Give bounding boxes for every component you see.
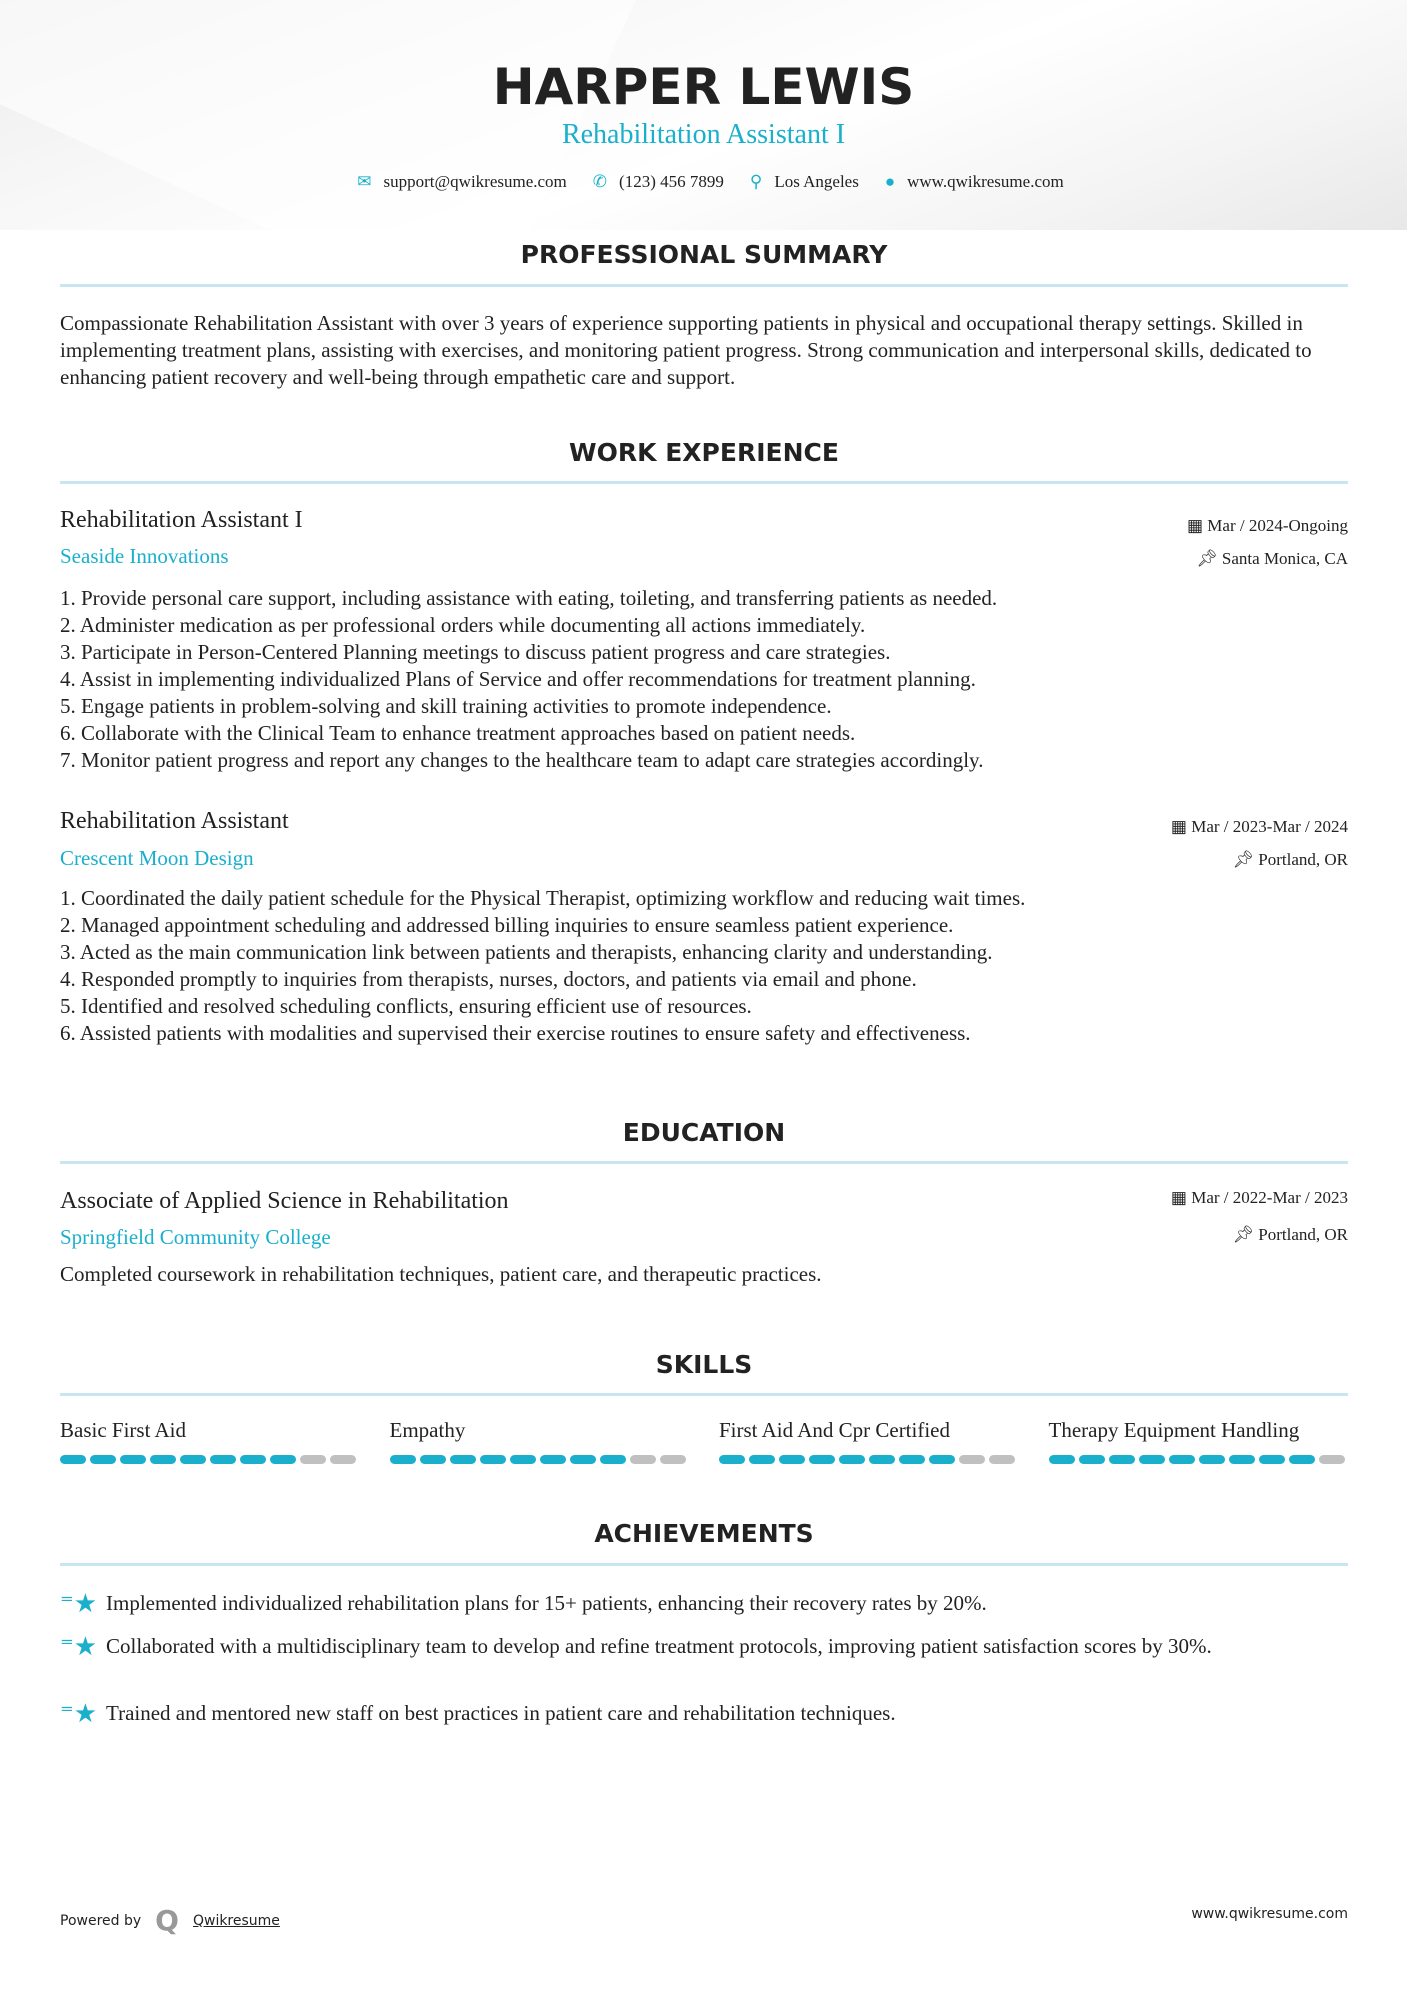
skill-segment (1259, 1455, 1285, 1464)
skill-level-bar (60, 1455, 360, 1464)
education-dates: ▦ Mar / 2022-Mar / 2023 (1170, 1188, 1348, 1207)
pin-icon: 📌︎ (1232, 850, 1259, 869)
divider (60, 1161, 1348, 1164)
email-icon: ✉ (357, 172, 372, 191)
skill-segment (899, 1455, 925, 1464)
skill-segment (1289, 1455, 1315, 1464)
skill-segment (749, 1455, 775, 1464)
list-item: 3. Acted as the main communication link between patients and therapists, enhancing clarity and understanding. (60, 940, 993, 964)
company: Seaside Innovations (60, 544, 229, 568)
skill-segment (300, 1455, 326, 1464)
skill-segment (630, 1455, 656, 1464)
pin-icon: 📌︎ (1232, 1225, 1259, 1244)
skill-segment (540, 1455, 566, 1464)
list-item: 4. Responded promptly to inquiries from therapists, nurses, doctors, and patients via email and phone. (60, 967, 917, 991)
job-dates: ▦ Mar / 2023-Mar / 2024 (1170, 817, 1348, 836)
list-item: 4. Assist in implementing individualized Plans of Service and offer recommendations for treatment planning. (60, 667, 976, 691)
list-item: 6. Collaborate with the Clinical Team to enhance treatment approaches based on patient needs. (60, 721, 856, 745)
divider (60, 284, 1348, 287)
skill-segment (1319, 1455, 1345, 1464)
skill-name: First Aid And Cpr Certified (719, 1418, 950, 1442)
skill-level-bar (719, 1455, 1019, 1464)
skill-segment (90, 1455, 116, 1464)
email[interactable]: support@qwikresume.com (383, 172, 567, 191)
skill-level-bar (1049, 1455, 1349, 1464)
list-item: 6. Assisted patients with modalities and supervised their exercise routines to ensure safety and effectiveness. (60, 1021, 971, 1045)
skill-segment (1229, 1455, 1255, 1464)
skill-name: Basic First Aid (60, 1418, 187, 1442)
skill-segment (1199, 1455, 1225, 1464)
achievement-item: ⁼★ Implemented individualized rehabilitation plans for 15+ patients, enhancing their recovery rates by 20%. (60, 1589, 987, 1618)
list-item: 2. Managed appointment scheduling and addressed billing inquiries to ensure seamless patient experience. (60, 913, 954, 937)
skill-item (1049, 1418, 1349, 1464)
globe-icon: ● (884, 172, 896, 191)
phone-icon: ✆ (592, 172, 608, 191)
job-location: 📌︎ Santa Monica, CA (1196, 549, 1348, 568)
achievements-heading: ACHIEVEMENTS (594, 1519, 814, 1548)
job-title: Rehabilitation Assistant I (60, 507, 303, 533)
footer-website[interactable]: www.qwikresume.com (1191, 1906, 1348, 1922)
website[interactable]: www.qwikresume.com (907, 172, 1064, 191)
achievement-item: ⁼★ Trained and mentored new staff on best practices in patient care and rehabilitation techniques. (60, 1699, 896, 1728)
skill-segment (719, 1455, 745, 1464)
work-heading: WORK EXPERIENCE (569, 438, 839, 467)
school: Springfield Community College (60, 1225, 331, 1249)
skill-name: Empathy (389, 1418, 466, 1442)
skills-heading: SKILLS (655, 1350, 753, 1379)
skill-segment (270, 1455, 296, 1464)
location-pin-icon: ⚲ (749, 172, 763, 191)
skill-segment (60, 1455, 86, 1464)
list-item: 1. Coordinated the daily patient schedule for the Physical Therapist, optimizing workflow and reducing wait times. (60, 886, 1026, 910)
skill-segment (929, 1455, 955, 1464)
list-item: 2. Administer medication as per professional orders while documenting all actions immediately. (60, 613, 866, 637)
achievement-item: ⁼★ Collaborated with a multidisciplinary team to develop and refine treatment protocols, improving patient satisfaction scores by 30%. (60, 1632, 1212, 1661)
job-title: Rehabilitation Assistant (60, 808, 289, 834)
skill-segment (989, 1455, 1015, 1464)
contact-bar (0, 172, 1407, 192)
candidate-name: HARPER LEWIS (492, 58, 915, 116)
skills-list (60, 1418, 1348, 1464)
location: Los Angeles (774, 172, 859, 191)
job-bullets (60, 585, 1348, 774)
calendar-icon: ▦ (1170, 817, 1192, 836)
skill-segment (420, 1455, 446, 1464)
list-item: 1. Provide personal care support, including assistance with eating, toileting, and transferring patients as needed. (60, 586, 998, 610)
skill-segment (510, 1455, 536, 1464)
education-location: 📌︎ Portland, OR (1232, 1225, 1348, 1244)
brand-link[interactable]: Qwikresume (192, 1912, 280, 1929)
skill-segment (1049, 1455, 1075, 1464)
star-icon: ⁼★ (60, 1589, 98, 1618)
phone: (123) 456 7899 (619, 172, 724, 191)
skill-item (60, 1418, 360, 1464)
skill-segment (150, 1455, 176, 1464)
pin-icon: 📌︎ (1196, 549, 1222, 568)
list-item: 5. Engage patients in problem-solving and skill training activities to promote independence. (60, 694, 832, 718)
skill-segment (1079, 1455, 1105, 1464)
skill-segment (1109, 1455, 1135, 1464)
company: Crescent Moon Design (60, 846, 254, 870)
skill-segment (660, 1455, 686, 1464)
skill-segment (869, 1455, 895, 1464)
skill-segment (450, 1455, 476, 1464)
skill-name: Therapy Equipment Handling (1048, 1418, 1300, 1442)
skill-segment (180, 1455, 206, 1464)
skill-segment (809, 1455, 835, 1464)
qwikresume-logo-icon: Q (155, 1904, 179, 1937)
skill-segment (1139, 1455, 1165, 1464)
divider (60, 1393, 1348, 1396)
skill-segment (240, 1455, 266, 1464)
skill-segment (390, 1455, 416, 1464)
star-icon: ⁼★ (60, 1632, 98, 1661)
job-dates: ▦ Mar / 2024-Ongoing (1186, 516, 1348, 535)
job-bullets (60, 885, 1348, 1047)
education-heading: EDUCATION (622, 1118, 786, 1147)
calendar-icon: ▦ (1170, 1188, 1192, 1207)
powered-by-label: Powered by (60, 1912, 142, 1929)
candidate-title: Rehabilitation Assistant I (561, 119, 846, 150)
degree: Associate of Applied Science in Rehabilitation (60, 1188, 509, 1214)
skill-segment (210, 1455, 236, 1464)
skill-segment (120, 1455, 146, 1464)
list-item: 7. Monitor patient progress and report any changes to the healthcare team to adapt care strategies accordingly. (60, 748, 984, 772)
list-item: 5. Identified and resolved scheduling conflicts, ensuring efficient use of resources. (60, 994, 752, 1018)
skill-segment (1169, 1455, 1195, 1464)
divider (60, 481, 1348, 484)
skill-segment (600, 1455, 626, 1464)
skill-segment (839, 1455, 865, 1464)
skill-item (390, 1418, 690, 1464)
skill-segment (959, 1455, 985, 1464)
skill-level-bar (390, 1455, 690, 1464)
skill-item (719, 1418, 1019, 1464)
skill-segment (570, 1455, 596, 1464)
job-location: 📌︎ Portland, OR (1232, 850, 1348, 869)
skill-segment (480, 1455, 506, 1464)
summary-heading: PROFESSIONAL SUMMARY (520, 240, 888, 269)
skill-segment (779, 1455, 805, 1464)
list-item: 3. Participate in Person-Centered Planning meetings to discuss patient progress and care strategies. (60, 640, 891, 664)
footer-powered (60, 1904, 280, 1937)
skill-segment (330, 1455, 356, 1464)
calendar-icon: ▦ (1186, 516, 1208, 535)
summary-text: Compassionate Rehabilitation Assistant with over 3 years of experience supporting patients in physical and occupational therapy settings. Skilled in implementing treatment plans, assisting with exercises, and monitoring patient progress. Strong communication and interpersonal skills, dedicated to enhancing patient recovery and well-being through empathetic care and support. (60, 311, 1312, 389)
star-icon: ⁼★ (60, 1699, 98, 1728)
education-description: Completed coursework in rehabilitation techniques, patient care, and therapeutic practices. (60, 1262, 822, 1286)
divider (60, 1563, 1348, 1566)
